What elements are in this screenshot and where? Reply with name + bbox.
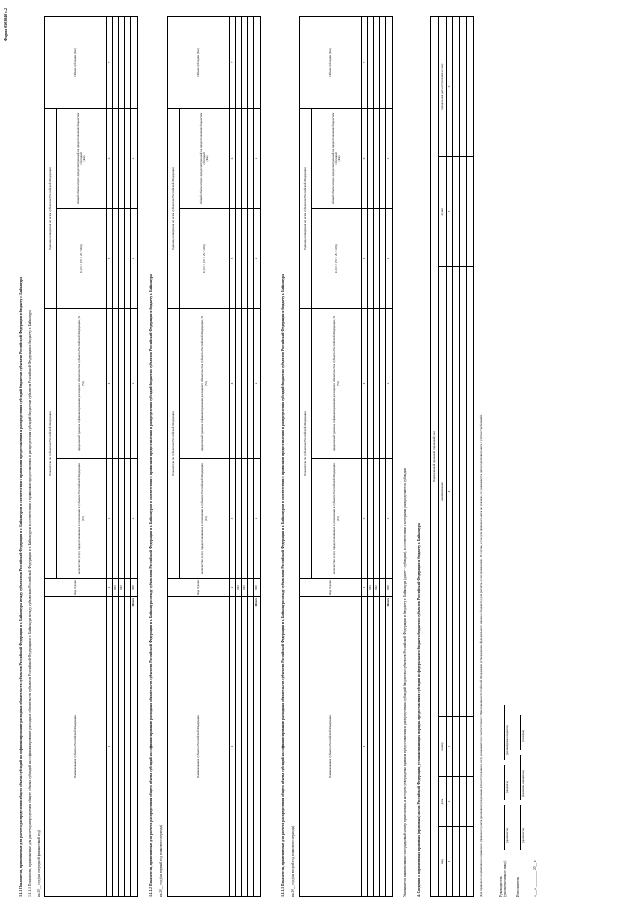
table-4-caption: Нормативный правовой (правовой) акт — [431, 16, 439, 896]
header-effective-date: предельная дата вступления в силу — [439, 16, 447, 156]
table-row: 002 — [242, 16, 248, 896]
header-col5-formula: Σ (Ci × (Yi × Zi / 100)) — [180, 208, 230, 308]
column-numbers-row: 1 2 3 4 5 6 7 — [230, 16, 236, 896]
section-3-1-2-title: 3.1.1.2 Показатели, применяемые для расчета распределения общего объема субсидий на софинансирование расходных обязательств субъектов Российской Федерации и г. Байконура между субъектами Российской Федерации и г. Байконуром в соответствии с правилами предоставления и распределения субсидий бюджетам субъектов Российской Федерации и бюджету г. Байконура — [149, 274, 153, 897]
table-row — [460, 16, 467, 896]
header-kind: вид — [439, 827, 447, 897]
column-numbers-row: 1 2 3 4 5 6 — [447, 16, 453, 896]
total-row: Итого 900 x x x x — [386, 16, 393, 896]
head-label: Руководитель (уполномоченное лицо) — [499, 860, 507, 897]
caption-phone: (телефон) — [521, 729, 525, 742]
table-row — [453, 16, 460, 896]
table-row: 001 — [113, 16, 119, 896]
header-col7: Объем субсидии (Ки) — [168, 16, 230, 108]
header-col5-formula: Σ (Ci × (Yi × Zi / 100)) — [312, 208, 362, 308]
header-col4: предельный уровень софинансирования расходного обязательства субъекта Российской Федерации, % (Yi) — [180, 308, 230, 458]
caption-signature: (подпись) — [505, 781, 509, 793]
header-group-indicators: Показатели по субъектам Российской Федерации — [168, 308, 180, 578]
caption-name: (расшифровка подписи) — [505, 725, 509, 755]
header-group-calc: Единица измерения по всем субъектам Российской Федерации — [168, 108, 180, 308]
header-title: наименование — [439, 267, 447, 717]
header-col7: Объем субсидии (Ки) — [45, 16, 107, 108]
header-code: Код строки — [300, 579, 362, 597]
table-3-1-1 — [44, 16, 138, 897]
total-row: Итого 900 x x x x — [254, 16, 261, 896]
section-4-note: Указывается наименование и порядковый номер приложения, в котором утверждены правила предоставления и распределения субсидий бюджетам субъектов Российской Федерации и бюджету г. Байконура (далее - субсидии), в соответствии с которыми распределяются субсидии — [403, 467, 407, 897]
table-row: 002 — [119, 16, 125, 896]
section-3-1-1-subtitle: 3.1.1.1 Показатели, применяемые для расчета распределения общего объема субсидий на софинансирование расходных обязательств субъектов Российской Федерации и г. Байконура между субъектами Российской Федерации и г. Байконуром в соответствии с правилами предоставления и распределения субсидий бюджетам субъектов Российской Федерации и бюджету г. Байконура — [28, 310, 32, 897]
header-col6: общий объем затрат, предусмотренный на предоставление бюджетам субсидий (Ки) — [57, 108, 107, 208]
header-group-calc: Единица измерения по всем субъектам Российской Федерации — [300, 108, 312, 308]
section-3-1-1-title: 3.1.1 Показатели, применяемые для расчета распределения общего объема субсидий на софинансирование расходных обязательств субъектов Российской Федерации и г. Байконура между субъектами Российской Федерации и г. Байконуром в соответствии с правилами предоставления и распределения субсидий бюджетам субъектов Российской Федерации и бюджету г. Байконура — [19, 276, 23, 897]
header-group-indicators: Показатели по субъектам Российской Федерации — [45, 308, 57, 578]
form-code: Форма 0503840 с.2 — [3, 8, 8, 42]
table-3-1-3 — [299, 16, 393, 897]
column-numbers-row: 1 2 3 4 5 6 7 — [107, 16, 113, 896]
total-row: Итого 900 x x x x — [131, 16, 138, 896]
header-group-calc: Единица измерения по всем субъектам Российской Федерации — [45, 108, 57, 308]
section-3-1-3-title: 3.1.1.3 Показатели, применяемые для расчета распределения общего объема субсидий на софинансирование расходных обязательств субъектов Российской Федерации и г. Байконура между субъектами Российской Федерации и г. Байконуром в соответствии с правилами предоставления и распределения субсидий бюджетам субъектов Российской Федерации и бюджету г. Байконура — [281, 274, 285, 897]
header-col4: предельный уровень софинансирования расходного обязательства субъекта Российской Федерации, % (Yi) — [57, 308, 107, 458]
header-col4: предельный уровень софинансирования расходного обязательства субъекта Российской Федерации, % (Yi) — [312, 308, 362, 458]
column-numbers-row: 1 2 3 4 5 6 7 — [362, 16, 368, 896]
header-col6: общий объем затрат, предусмотренный на предоставление бюджетам субсидий (Ки) — [312, 108, 362, 208]
header-col7: Объем субсидии (Ки) — [300, 16, 362, 108]
caption-fullname: (фамилия, инициалы) — [521, 770, 525, 797]
signature-date: «___» _________ 20__ г. — [533, 859, 537, 897]
table-4 — [430, 16, 474, 897]
header-name: Наименование субъекта Российской Федерации — [45, 597, 107, 897]
header-col3: количество услуг, предоставляемых в отношении в субъекте Российской Федерации (Ci) — [312, 459, 362, 579]
header-col3: количество услуг, предоставляемых в отношении в субъекте Российской Федерации (Ci) — [57, 459, 107, 579]
header-name: Наименование субъекта Российской Федерации — [300, 597, 362, 897]
caption-position: (должность) — [505, 827, 509, 843]
footnote: Для правового нормативного правового (правового) акта (решения) предельная дата вступления в силу указывается в соответствии с Приложением Российской Федерации (утверждение федерального закона о бюджете) для расчёта, если применимо. В случае, если для правового акта не указано, то указывается дата подписания акта с учётом требований. — [479, 414, 483, 897]
section-3-1-3-period: на 20__ год (на второй год планового периода) — [291, 825, 295, 897]
exec-label: Исполнитель — [516, 876, 520, 897]
caption-exec-position: (должность) — [521, 827, 525, 843]
header-name: Наименование субъекта Российской Федерации — [168, 597, 230, 897]
header-code: Код строки — [45, 579, 107, 597]
header-col3: количество услуг, предоставляемых в отношении в субъекте Российской Федерации (Ci) — [180, 459, 230, 579]
table-3-1-2 — [167, 16, 261, 897]
section-3-1-2-period: на 20__ год (на первый год планового периода) — [159, 824, 163, 897]
table-row: 001 — [236, 16, 242, 896]
header-number: номер — [439, 717, 447, 777]
header-clause: пункт — [439, 157, 447, 267]
header-col6: общий объем затрат, предусмотренный на предоставление бюджетам субсидий (Ки) — [180, 108, 230, 208]
header-col5-formula: Σ (Ci × (Yi × Zi / 360)) — [57, 208, 107, 308]
section-3-1-1-period: на 20__ год (на очередной финансовый год) — [37, 830, 41, 897]
table-row — [467, 16, 474, 896]
header-group-indicators: Показатели по субъектам Российской Федерации — [300, 308, 312, 578]
section-4-title: 4. Сведения о нормативных правовых (правовых) актах Российской Федерации, устанавливающих порядок предоставления субсидии из федерального бюджета бюджетам субъектов Российской Федерации и бюджету г. Байконура — [417, 523, 421, 897]
table-row: 002 — [374, 16, 380, 896]
header-date: дата — [439, 777, 447, 827]
header-code: Код строки — [168, 579, 230, 597]
table-row: 001 — [368, 16, 374, 896]
